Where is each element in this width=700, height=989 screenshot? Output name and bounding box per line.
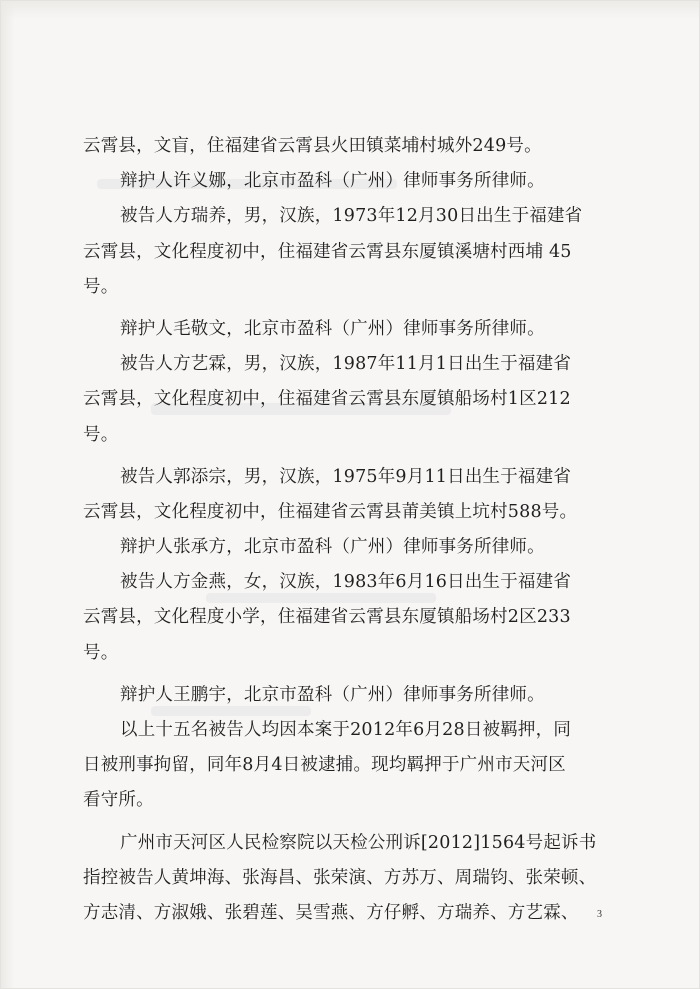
text-line: 被告人方瑞养，男，汉族，1973年12月30日出生于福建省 [120,206,583,227]
text-line: 被告人方艺霖，男，汉族，1987年11月1日出生于福建省 [120,354,572,375]
document-body [83,129,623,931]
text-line: 云霄县，文盲，住福建省云霄县火田镇菜埔村城外249号。 [83,136,542,156]
page-number: 3 [597,909,602,920]
text-line: 号。 [83,642,119,663]
text-line: 以上十五名被告人均因本案于2012年6月28日被羁押，同 [120,720,572,740]
text-line: 云霄县，文化程度初中，住福建省云霄县莆美镇上坑村588号。 [83,501,578,522]
text-line: 辩护人许义娜，北京市盈科（广州）律师事务所律师。 [120,171,545,192]
text-line: 被告人郭添宗，男，汉族，1975年9月11日出生于福建省 [120,466,572,487]
scan-shadow-top [1,1,700,19]
text-line: 指控被告人黄坤海、张海昌、张荣演、方苏万、周瑞钧、张荣顿、 [83,867,597,888]
text-line: 号。 [83,424,119,445]
text-line: 辩护人王鹏宇，北京市盈科（广州）律师事务所律师。 [120,684,545,705]
text-line: 云霄县，文化程度初中，住福建省云霄县东厦镇船场村1区212 [83,389,571,410]
text-line: 方志清、方淑娥、张碧莲、吴雪燕、方仔孵、方瑞养、方艺霖、 [83,902,579,923]
text-line: 号。 [83,276,119,297]
text-line: 日被刑事拘留，同年8月4日被逮捕。现均羁押于广州市天河区 [83,755,566,776]
text-line: 云霄县，文化程度初中，住福建省云霄县东厦镇溪塘村西埔 45 [83,241,572,262]
text-line: 广州市天河区人民检察院以天检公刑诉[2012]1564号起诉书 [120,832,597,853]
scan-shadow-left [1,1,15,989]
text-line: 看守所。 [83,790,154,811]
text-line: 辩护人毛敬文，北京市盈科（广州）律师事务所律师。 [120,318,545,339]
text-line: 云霄县，文化程度小学，住福建省云霄县东厦镇船场村2区233 [83,607,571,628]
text-line: 辩护人张承方，北京市盈科（广州）律师事务所律师。 [120,537,545,558]
text-line: 被告人方金燕，女，汉族，1983年6月16日出生于福建省 [120,572,572,593]
